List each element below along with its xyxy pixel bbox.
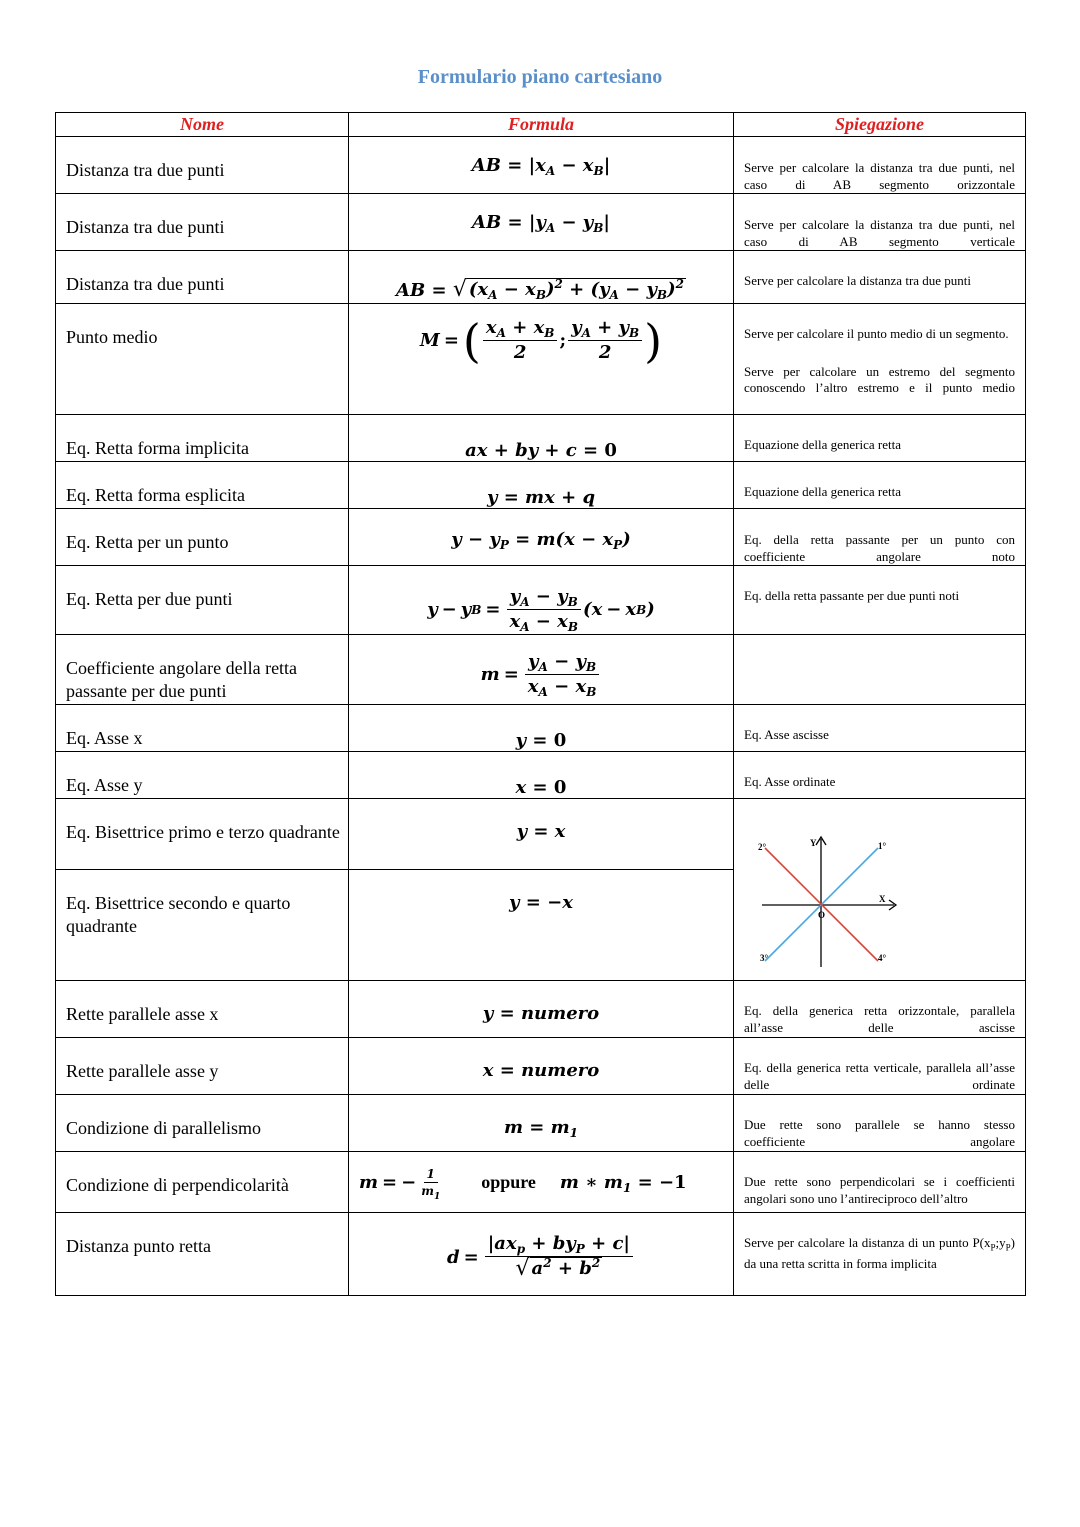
row-explanation: Equazione della generica retta bbox=[734, 462, 1026, 509]
row-explanation bbox=[734, 635, 1026, 705]
row-formula: y = numero bbox=[349, 981, 734, 1038]
row-formula: x = numero bbox=[349, 1038, 734, 1095]
row-explanation bbox=[734, 304, 1026, 415]
formula-table bbox=[55, 112, 1026, 1296]
row-formula: AB = $|x_A - x_B|$ bbox=[349, 137, 734, 194]
table-row bbox=[56, 752, 1026, 799]
row-explanation: Due rette sono parallele se hanno stesso coefficiente angolare bbox=[734, 1095, 1026, 1152]
table-row bbox=[56, 415, 1026, 462]
row-explanation: Eq. della retta passante per un punto con coefficiente angolare noto bbox=[734, 509, 1026, 566]
bisector-diagram bbox=[734, 799, 1026, 975]
row-name: Condizione di perpendicolarità bbox=[56, 1152, 349, 1213]
row-explanation: Due rette sono perpendicolari se i coefficienti angolari sono uno l’antireciproco dell’altro bbox=[734, 1152, 1026, 1213]
row-formula: m = − $\frac{1}{m_1}$ oppure m ∗ $m_1 = -1$ bbox=[349, 1152, 734, 1213]
row-name: Eq. Retta forma esplicita bbox=[56, 462, 349, 509]
table-row bbox=[56, 1095, 1026, 1152]
row-formula: AB = $|y_A - y_B|$ bbox=[349, 194, 734, 251]
table-row bbox=[56, 799, 1026, 870]
table-header-row bbox=[56, 113, 1026, 137]
row-explanation-tail: ) da una retta scritta in forma implicita bbox=[744, 1235, 1015, 1272]
row-explanation: Eq. della generica retta orizzontale, parallela all’asse delle ascisse bbox=[734, 981, 1026, 1038]
row-explanation: Eq. Asse ascisse bbox=[734, 705, 1026, 752]
row-explanation bbox=[734, 1213, 1026, 1296]
table-row bbox=[56, 462, 1026, 509]
row-name: Distanza tra due punti bbox=[56, 137, 349, 194]
row-formula: AB = √ $(x_A - x_B)^2 + (y_A - y_B)^2$ bbox=[349, 251, 734, 304]
table-row bbox=[56, 509, 1026, 566]
row-explanation-text: Serve per calcolare la distanza di un punto P(x bbox=[744, 1235, 991, 1250]
row-formula: $y - y_P = m(x - x_P)$ bbox=[349, 509, 734, 566]
row-explanation: Eq. della generica retta verticale, parallela all’asse delle ordinate bbox=[734, 1038, 1026, 1095]
table-row bbox=[56, 137, 1026, 194]
header-name: Nome bbox=[56, 113, 349, 137]
row-name: Punto medio bbox=[56, 304, 349, 415]
numero-word: numero bbox=[521, 1060, 600, 1081]
row-explanation: Serve per calcolare la distanza tra due punti, nel caso di AB segmento verticale bbox=[734, 194, 1026, 251]
label-q2: 2° bbox=[758, 842, 767, 852]
row-formula: y = 0 bbox=[349, 705, 734, 752]
row-formula: $m = m_1$ bbox=[349, 1095, 734, 1152]
header-explanation: Spiegazione bbox=[734, 113, 1026, 137]
row-name: Eq. Bisettrice primo e terzo quadrante bbox=[56, 799, 349, 870]
header-formula: Formula bbox=[349, 113, 734, 137]
row-explanation-1: Serve per calcolare il punto medio di un segmento. bbox=[744, 326, 1009, 341]
label-y-axis: Y bbox=[810, 838, 817, 848]
row-name: Coefficiente angolare della retta passante per due punti bbox=[56, 635, 349, 705]
label-q4: 4° bbox=[878, 953, 887, 963]
row-name: Eq. Asse y bbox=[56, 752, 349, 799]
row-explanation: Equazione della generica retta bbox=[734, 415, 1026, 462]
row-formula: ax + by + c = 0 bbox=[349, 415, 734, 462]
bisector-diagram-cell bbox=[734, 799, 1026, 981]
row-explanation-2: Serve per calcolare un estremo del segmento conoscendo l’altro estremo e il punto medio bbox=[744, 363, 1015, 395]
row-name: Distanza tra due punti bbox=[56, 194, 349, 251]
label-origin: O bbox=[818, 910, 826, 920]
row-formula: m = $\frac{y_A - y_B}{x_A - x_B}$ bbox=[349, 635, 734, 705]
label-x-axis: X bbox=[879, 894, 886, 904]
label-q1: 1° bbox=[878, 841, 887, 851]
row-explanation: Eq. della retta passante per due punti noti bbox=[734, 566, 1026, 635]
row-explanation: Serve per calcolare la distanza tra due punti, nel caso di AB segmento orizzontale bbox=[734, 137, 1026, 194]
oppure-word: oppure bbox=[481, 1171, 536, 1192]
table-row bbox=[56, 635, 1026, 705]
row-name: Eq. Retta forma implicita bbox=[56, 415, 349, 462]
row-explanation: Eq. Asse ordinate bbox=[734, 752, 1026, 799]
row-explanation-sub-p2: P bbox=[1005, 1242, 1011, 1253]
row-name: Eq. Retta per un punto bbox=[56, 509, 349, 566]
row-formula: y = x bbox=[349, 799, 734, 870]
diagram-background bbox=[744, 803, 900, 975]
table-row bbox=[56, 304, 1026, 415]
row-formula: M = ( $\frac{x_A + x_B}{2}$ ; $\frac{y_A + y_B}{2}$ ) bbox=[349, 304, 734, 415]
table-row bbox=[56, 1213, 1026, 1296]
row-name: Eq. Asse x bbox=[56, 705, 349, 752]
table-row bbox=[56, 981, 1026, 1038]
row-name: Distanza tra due punti bbox=[56, 251, 349, 304]
row-name: Rette parallele asse y bbox=[56, 1038, 349, 1095]
row-formula: y = mx + q bbox=[349, 462, 734, 509]
row-formula: d = $|ax_p + by_P + c|$ √ $a^2 + b^2$ bbox=[349, 1213, 734, 1296]
row-name: Eq. Bisettrice secondo e quarto quadrante bbox=[56, 869, 349, 980]
row-name: Condizione di parallelismo bbox=[56, 1095, 349, 1152]
row-formula: x = 0 bbox=[349, 752, 734, 799]
table-row bbox=[56, 194, 1026, 251]
row-explanation: Serve per calcolare la distanza tra due punti bbox=[734, 251, 1026, 304]
label-q3: 3° bbox=[760, 953, 769, 963]
row-explanation-mid: ;y bbox=[995, 1235, 1006, 1250]
table-row bbox=[56, 705, 1026, 752]
page-title: Formulario piano cartesiano bbox=[417, 66, 663, 88]
row-name: Rette parallele asse x bbox=[56, 981, 349, 1038]
table-row bbox=[56, 1038, 1026, 1095]
table-row bbox=[56, 566, 1026, 635]
row-formula: y = −x bbox=[349, 869, 734, 980]
table-row bbox=[56, 251, 1026, 304]
row-formula: y − y B = $\frac{y_A - y_B}{x_A - x_B}$ (x − x B ) bbox=[349, 566, 734, 635]
row-explanation-sub-p: P bbox=[990, 1242, 996, 1253]
row-name: Distanza punto retta bbox=[56, 1213, 349, 1296]
numero-word: numero bbox=[520, 1003, 600, 1024]
row-name: Eq. Retta per due punti bbox=[56, 566, 349, 635]
table-row bbox=[56, 1152, 1026, 1213]
